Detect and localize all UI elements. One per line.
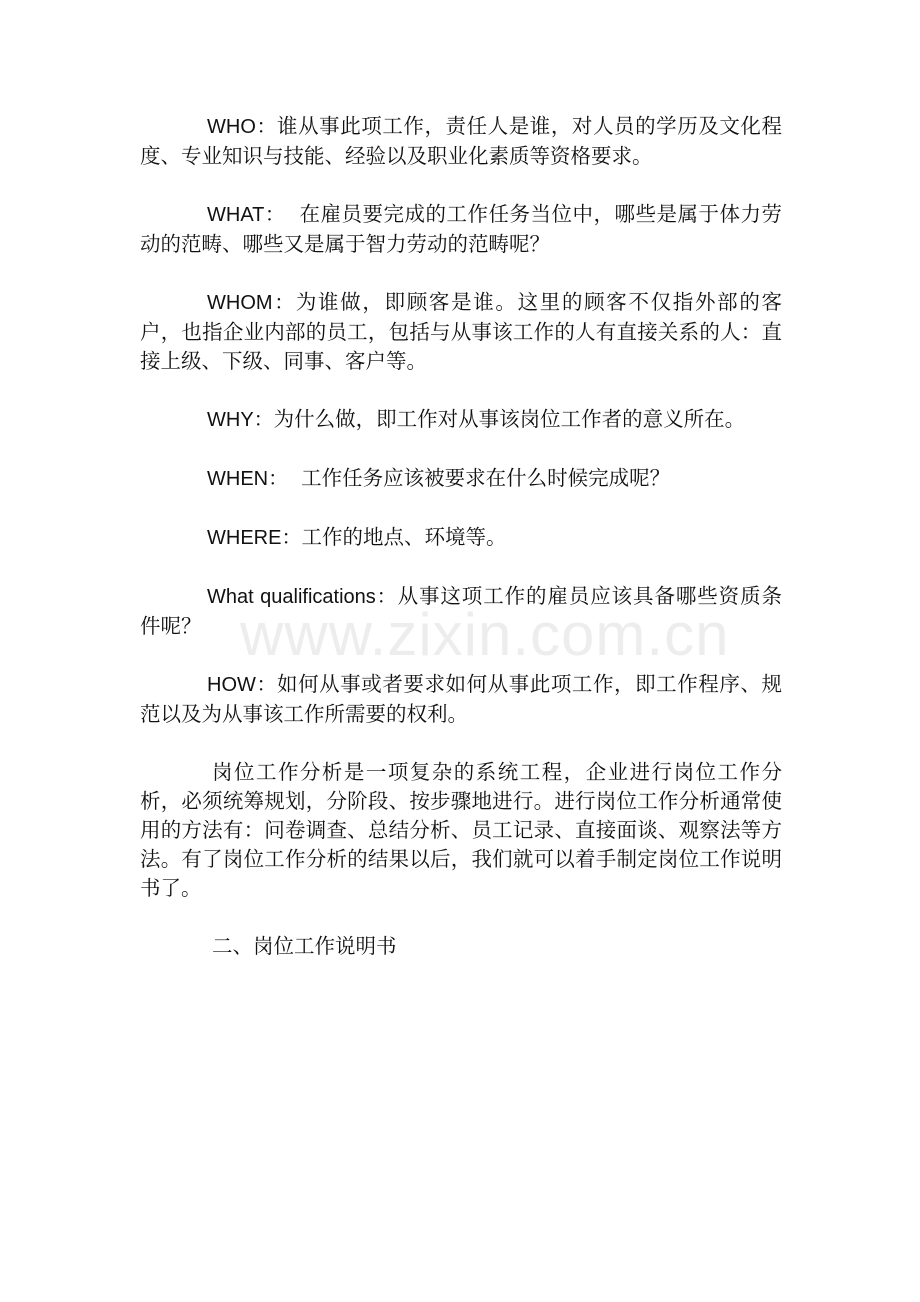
definition-where: 工作的地点、环境等。: [301, 525, 507, 549]
definition-what: 在雇员要完成的工作任务当位中，哪些是属于体力劳动的范畴、哪些又是属于智力劳动的范畴呢？: [140, 202, 782, 256]
definition-whom: 为谁做，即顾客是谁。这里的顾客不仅指外部的客户，也指企业内部的员工，包括与从事该工作的人有直接关系的人：直接上级、下级、同事、客户等。: [140, 290, 782, 373]
paragraph-when: [140, 464, 782, 494]
paragraph-what-qualifications: [140, 582, 782, 641]
term-what: WHAT：: [207, 204, 286, 226]
section-heading: 二、岗位工作说明书: [212, 934, 397, 958]
paragraph-how: [140, 670, 782, 729]
watermark: www.zixin.com.cn: [240, 601, 730, 668]
term-how: HOW：: [207, 674, 278, 696]
definition-how: 如何从事或者要求如何从事此项工作，即工作程序、规范以及为从事该工作所需要的权利。: [140, 672, 782, 726]
definition-what-qualifications: 从事这项工作的雇员应该具备哪些资质条件呢？: [140, 584, 782, 638]
term-who: WHO：: [207, 116, 278, 138]
term-whom: WHOM：: [207, 292, 296, 314]
term-where: WHERE：: [207, 527, 302, 549]
definition-when: 工作任务应该被要求在什么时候完成呢？: [288, 466, 671, 490]
document-body: [140, 112, 782, 961]
paragraph-what: [140, 200, 782, 259]
definition-why: 为什么做，即工作对从事该岗位工作者的意义所在。: [273, 407, 746, 431]
definition-who: 谁从事此项工作，责任人是谁，对人员的学历及文化程度、专业知识与技能、经验以及职业化素质等资格要求。: [140, 114, 782, 168]
term-why: WHY：: [207, 409, 274, 431]
paragraph-where: [140, 523, 782, 553]
paragraph-whom: [140, 288, 782, 376]
paragraph-why: [140, 405, 782, 435]
paragraph-who: [140, 112, 782, 171]
term-what-qualifications: What qualifications：: [207, 586, 398, 608]
term-when: WHEN：: [207, 468, 289, 490]
paragraph-analysis-intro: 岗位工作分析是一项复杂的系统工程，企业进行岗位工作分析，必须统筹规划，分阶段、按步骤地进行。进行岗位工作分析通常使用的方法有：问卷调查、总结分析、员工记录、直接面谈、观察法等方法。有了岗位工作分析的结果以后，我们就可以着手制定岗位工作说明书了。: [140, 760, 782, 900]
